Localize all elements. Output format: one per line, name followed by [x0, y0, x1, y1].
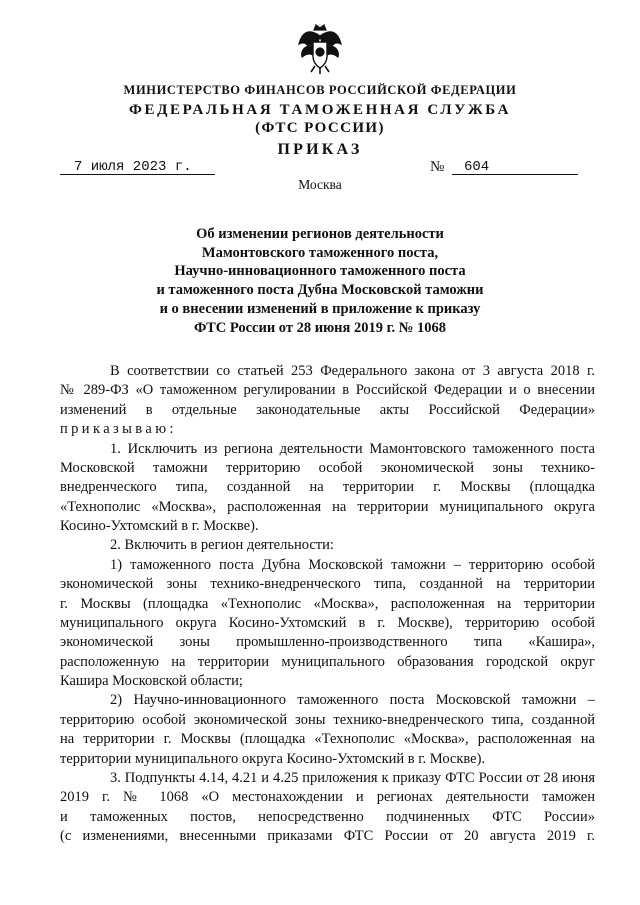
body-line: В соответствии со статьей 253 Федерального закона от 3 августа 2018 г. [110, 363, 595, 379]
order-body [60, 362, 595, 846]
body-line: «Технополис «Москва», расположенная на территории муниципального округа [60, 498, 595, 515]
document-type: ПРИКАЗ [277, 141, 363, 158]
ministry-name: МИНИСТЕРСТВО ФИНАНСОВ РОССИЙСКОЙ ФЕДЕРАЦИИ [123, 83, 517, 97]
body-line: изменений в отдельные законодательные акты Российской Федерации» [60, 401, 595, 418]
body-line: 3. Подпункты 4.14, 4.21 и 4.25 приложения к приказу ФТС России от 28 июня [110, 769, 595, 786]
order-number-field [452, 156, 578, 175]
title-line: ФТС России от 28 июня 2019 г. № 1068 [193, 319, 447, 336]
body-line: расположенную на территории муниципального образования городской округ [60, 653, 595, 670]
body-line: Кашира Московской области; [60, 673, 243, 689]
body-line: г. Москвы (площадка «Технополис «Москва», расположенная на территории [60, 595, 595, 612]
title-line: и о внесении изменений в приложение к приказу [159, 300, 481, 317]
body-line: и таможенных постов, непосредственно подчиненных ФТС России» [60, 808, 595, 825]
title-line: Об изменении регионов деятельности [196, 226, 444, 242]
body-line: внедренческого типа, созданной на территории г. Москвы (площадка [60, 479, 595, 496]
order-date: 7 июля 2023 г. [74, 159, 192, 175]
body-line: 1) таможенного поста Дубна Московской таможни – территорию особой [110, 556, 595, 573]
body-line: Московской таможни территорию особой экономической зоны технико- [60, 459, 595, 476]
service-name: ФЕДЕРАЛЬНАЯ ТАМОЖЕННАЯ СЛУЖБА [128, 102, 512, 118]
body-line: территории муниципального округа Косино-Ухтомский в г. Москве). [60, 750, 486, 767]
issue-city: Москва [298, 177, 342, 192]
body-line: экономической зоны промышленно-производственного типа «Кашира», [60, 634, 595, 651]
body-line: Косино-Ухтомский в г. Москве). [60, 518, 259, 534]
body-line: на территории г. Москвы (площадка «Технополис «Москва», расположенная на [60, 731, 595, 748]
order-date-field [60, 156, 215, 175]
body-line: 1. Исключить из региона деятельности Мамонтовского таможенного поста [110, 440, 595, 457]
body-line: территорию особой экономической зоны технико-внедренческого типа, созданной [60, 711, 595, 728]
body-line-prikazyvayu: приказываю: [60, 421, 177, 438]
title-line: Мамонтовского таможенного поста, [201, 244, 439, 261]
body-line: (с изменениями, внесенными приказами ФТС России от 20 августа 2019 г. [60, 828, 595, 844]
title-line: и таможенного поста Дубна Московской таможни [156, 282, 484, 299]
body-line: муниципального округа Косино-Ухтомский в г. Москве), территорию особой [60, 614, 595, 631]
order-number: 604 [464, 159, 490, 175]
service-abbreviation: (ФТС РОССИИ) [255, 120, 385, 136]
body-line: № 289-ФЗ «О таможенном регулировании в Российской Федерации и о внесении [60, 382, 595, 399]
order-title [60, 225, 580, 337]
title-line: Научно-инновационного таможенного поста [174, 263, 466, 280]
state-emblem-icon [297, 22, 343, 76]
number-sign: № [430, 159, 445, 175]
body-line: экономической зоны технико-внедренческого типа, созданной на территории [60, 576, 595, 593]
body-line: 2) Научно-инновационного таможенного поста Московской таможни – [110, 692, 595, 709]
body-line: 2. Включить в регион деятельности: [110, 537, 334, 554]
body-line: 2019 г. № 1068 «О местонахождении и регионах деятельности таможен [60, 789, 595, 806]
